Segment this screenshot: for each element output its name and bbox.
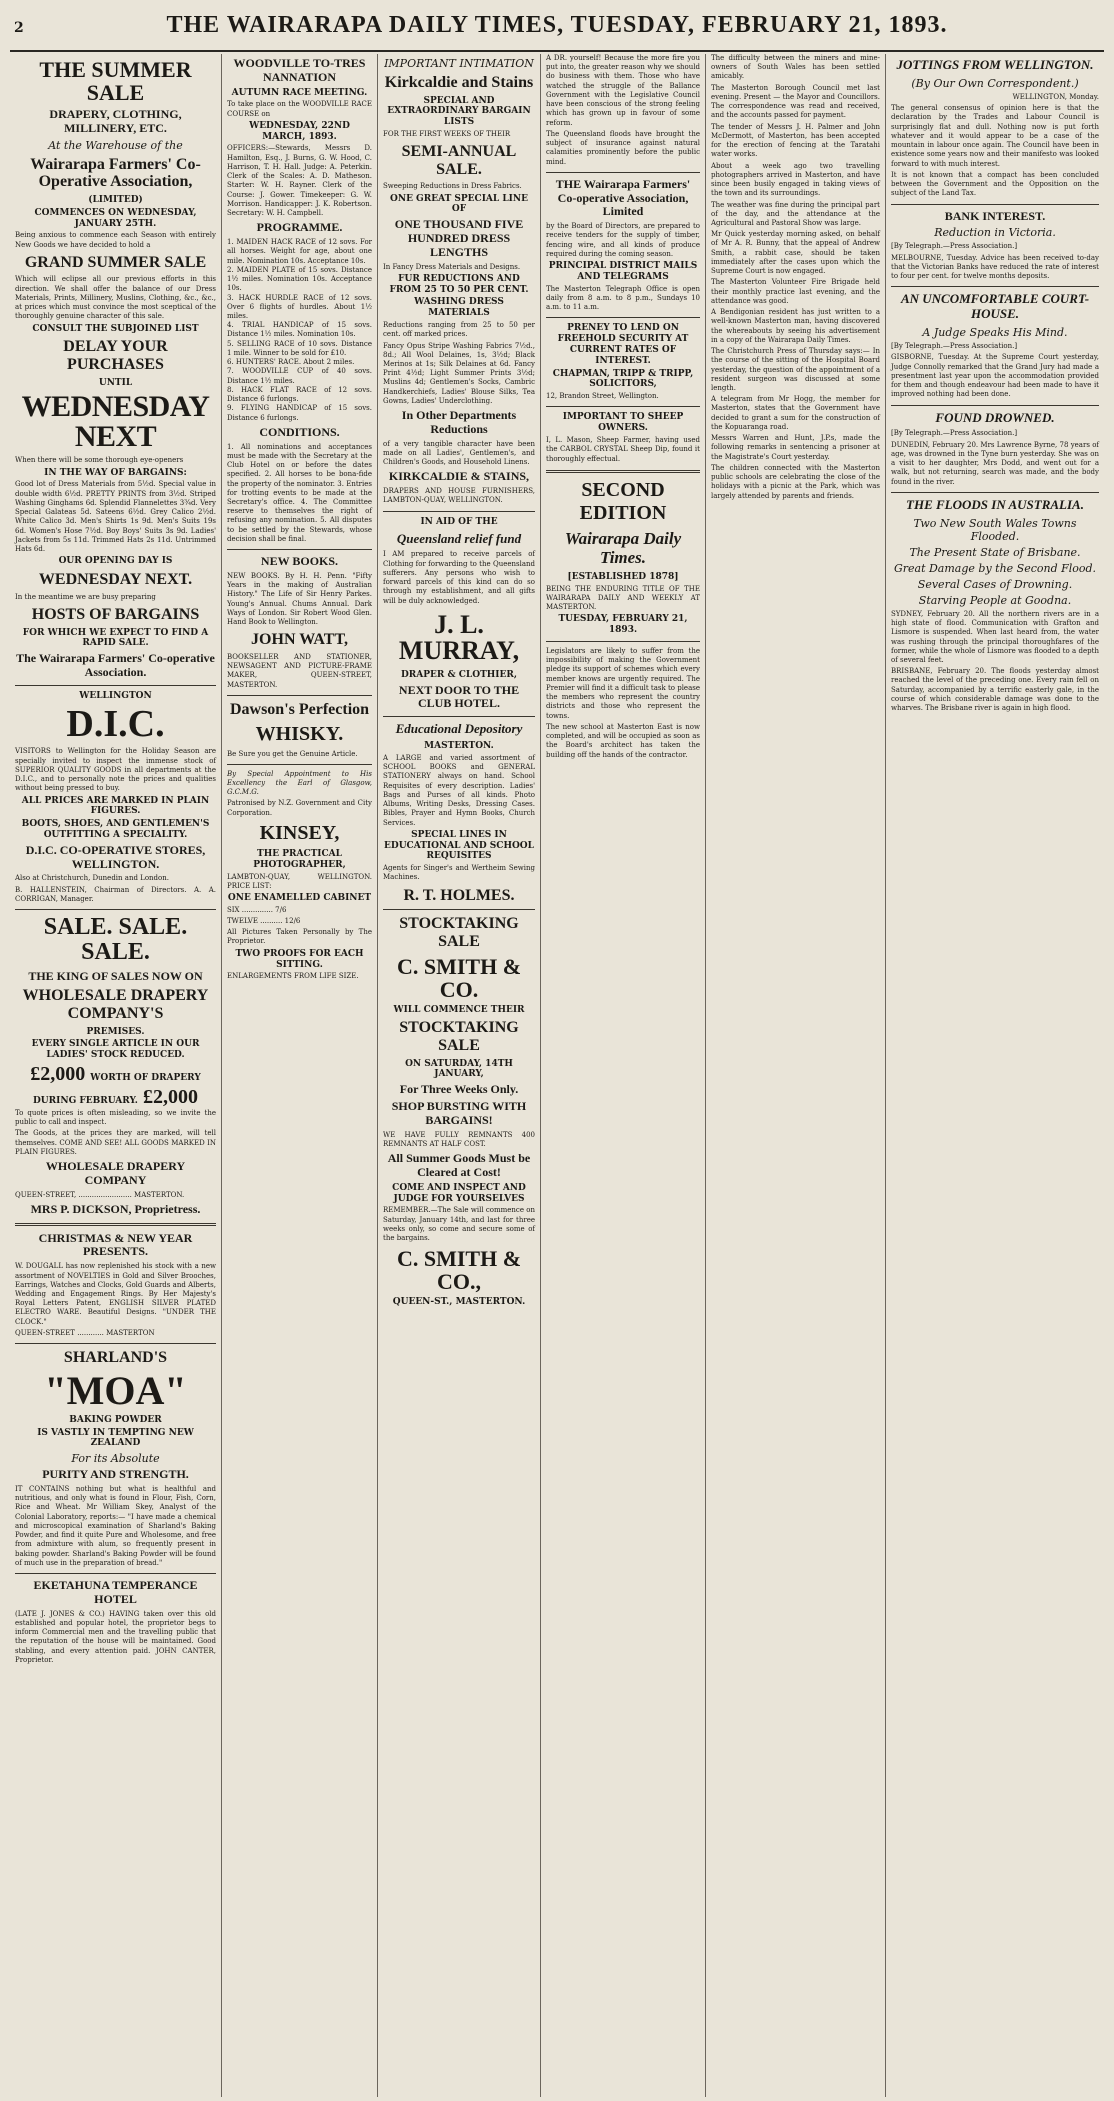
- amount-left: £2,000: [30, 1062, 86, 1085]
- ad-headline: NEW BOOKS.: [260, 554, 339, 569]
- article-subtitle: Starving People at Goodna.: [918, 593, 1072, 607]
- ad-headline: WHISKY.: [255, 722, 344, 745]
- article-title: JOTTINGS FROM WELLINGTON.: [896, 57, 1094, 72]
- divider: [383, 511, 535, 512]
- news-paragraph: The Christchurch Press of Thursday says:— In the course of the sitting of the Hospital Board yesterday, the question of the appointment of a resident surgeon was discussed at some length.: [711, 347, 880, 392]
- notice-headline: IMPORTANT TO SHEEP OWNERS.: [562, 412, 684, 434]
- kinsey-ad: [227, 770, 372, 982]
- column-2: [222, 54, 378, 2097]
- divider: [15, 1223, 216, 1226]
- ad-headline: EKETAHUNA TEMPERANCE HOTEL: [33, 1578, 198, 1606]
- ad-subhead: SHOP BURSTING WITH BARGAINS!: [391, 1099, 527, 1127]
- ad-text: WELLINGTON: [79, 690, 152, 701]
- ad-body: When there will be some thorough eye-openers: [15, 456, 184, 465]
- ad-body: of a very tangible character have been made on all Ladies', Gentlemen's, and Children's Goods, and Household Linens.: [383, 439, 535, 467]
- ad-body: ENLARGEMENTS FROM LIFE SIZE.: [227, 972, 359, 981]
- motto: BEING THE ENDURING TITLE OF THE WAIRARAPA DAILY AND WEEKLY AT MASTERTON.: [546, 584, 700, 612]
- ad-headline: WEDNESDAY NEXT: [21, 390, 210, 454]
- page-number: 2: [14, 20, 24, 36]
- ad-text: AUTUMN RACE MEETING.: [231, 87, 368, 98]
- news-paragraph: The Masterton Volunteer Fire Brigade held their monthly practice last evening, and the attendance was good.: [711, 278, 880, 305]
- divider: [891, 492, 1099, 493]
- news-paragraph: The difficulty between the miners and mine-owners of South Wales has been settled amicably.: [711, 54, 880, 81]
- ad-text: MASTERTON.: [424, 741, 494, 752]
- ad-headline: WEDNESDAY NEXT.: [38, 571, 193, 589]
- ad-body: A LARGE and varied assortment of SCHOOL BOOKS and GENERAL STATIONERY always on hand. School Requisites of every description. Ladies' Bags and Purses of all kinds. Photo Albums, Writing Desks, Dressing Cases. Bibles, Prayer and Hymn Books, Church Services.: [383, 753, 535, 827]
- ad-headline: "MOA": [44, 1367, 187, 1413]
- news-paragraph: Mr Quick yesterday morning asked, on behalf of Mr A. R. Bunny, that the appeal of Andrew Smith, a rabbit case, should be taken immediately after the cases upon which the Supreme Court is now engaged.: [711, 230, 880, 276]
- divider: [15, 1343, 216, 1344]
- ad-text: CONSULT THE SUBJOINED LIST: [32, 323, 199, 334]
- ad-body: Patronised by N.Z. Government and City Corporation.: [227, 799, 372, 817]
- ad-text: COME AND INSPECT AND JUDGE FOR YOURSELVES: [392, 1182, 526, 1204]
- column-4: [541, 54, 706, 2097]
- article-subtitle: Reduction in Victoria.: [934, 226, 1056, 240]
- ad-body: WE HAVE FULLY REMNANTS 400 REMNANTS AT HALF COST.: [383, 1130, 535, 1148]
- ad-body: I AM prepared to receive parcels of Clothing for forwarding to the Queensland sufferers. Any persons who wish to forward parcels of this kind can do so through my establishment, and all gifts will be duly acknowledged.: [383, 550, 535, 605]
- columns: [10, 54, 1104, 2097]
- ad-body: DRAPERS AND HOUSE FURNISHERS, LAMBTON-QUAY, WELLINGTON.: [383, 487, 535, 505]
- divider: [546, 317, 700, 318]
- article-byline: (By Our Own Correspondent.): [911, 76, 1079, 90]
- ad-headline: SHARLAND'S: [63, 1349, 168, 1367]
- divider: [891, 204, 1099, 205]
- ad-headline: CHRISTMAS & NEW YEAR PRESENTS.: [38, 1230, 193, 1259]
- ad-subhead: PROGRAMME.: [256, 220, 343, 235]
- column-5: [706, 54, 886, 2097]
- notice-body: I, L. Mason, Sheep Farmer, having used the CARBOL CRYSTAL Sheep Dip, found it thoroughly effectual.: [546, 436, 700, 463]
- article-title: FOUND DROWNED.: [935, 409, 1055, 425]
- ad-text: QUEEN-ST., MASTERTON.: [392, 1297, 526, 1308]
- article-subtitle: The Present State of Brisbane.: [909, 545, 1081, 559]
- article-header: [891, 210, 1099, 252]
- ad-body: 1. MAIDEN HACK RACE of 12 sovs. For all horses. Weight for age, about one mile. Nomination 10s. Acceptance 10s. 2. MAIDEN PLATE of 15 sovs. Distance 1½ miles. Nomination 10s. Acceptance 10s. 3. HACK HURDLE RACE of 12 sovs. Over 6 flights of hurdles. About 1½ miles. 4. TRIAL HANDICAP of 15 sovs. Distance 1½ miles. Nomination 10s. 5. SELLING RACE of 10 sovs. Distance 1 mile. Winner to be sold for £10. 6. HUNTERS' RACE. About 2 miles. 7. WOODVILLE CUP of 40 sovs. Distance 1½ miles. 8. HACK FLAT RACE of 12 sovs. Distance 6 furlongs. 9. FLYING HANDICAP of 15 sovs. Distance 6 furlongs.: [227, 238, 372, 422]
- notice-headline: THE Wairarapa Farmers' Co-operative Association, Limited: [555, 176, 691, 219]
- summer-sale-ad: [15, 58, 216, 680]
- article-title: BANK INTEREST.: [944, 208, 1046, 223]
- ad-body: IT CONTAINS nothing but what is healthful and nutritious, and only what is found in Flour, Fish, Corn, Rice and Wheat. Mr William Skey, Analyst of the Colonial Laboratory, reports:— "I have made a chemical and microscopical examination of Sharland's Baking Powder, and find it quite Pure and Wholesome, and free from admixture with alum, so frequently present in baking powder. Sharland's Baking Powder will be found of much use in the preparation of bread.": [15, 1484, 216, 1567]
- ad-body: W. DOUGALL has now replenished his stock with a new assortment of NOVELTIES in Gold and Silver Brooches, Earrings, Watches and Clocks, Gold Guards and Alberts, Wedding and Engagement Rings. By Her Majesty's Royal Letters Patent, ENGLISH SILVER PLATED ELECTRO WARE. Beautiful Designs. "UNDER THE CLOCK.": [15, 1262, 216, 1326]
- notice: [546, 323, 700, 401]
- ad-headline: Educational Depository: [395, 721, 523, 737]
- ad-headline: Wairarapa Farmers' Co-Operative Association,: [30, 155, 201, 191]
- sharland-ad: [15, 1349, 216, 1568]
- ad-body: Which will eclipse all our previous efforts in this direction. We shall offer the balance of our Dress Materials, Prints, Millinery, Muslins, Clothing, &c., &c., at prices which must convince the most sceptical of the thoroughly genuine character of this sale.: [15, 275, 216, 321]
- article-byline: [By Telegraph.—Press Association.]: [891, 242, 1018, 251]
- ad-text: FOR WHICH WE EXPECT TO FIND A RAPID SALE.: [22, 627, 209, 649]
- ad-headline: Kirkcaldie and Stains: [384, 74, 534, 91]
- divider: [383, 716, 535, 717]
- ad-subhead: D.I.C. CO-OPERATIVE STORES, WELLINGTON.: [25, 842, 206, 871]
- divider: [546, 470, 700, 473]
- ad-signature: C. SMITH & CO.,: [396, 1246, 522, 1295]
- ad-text: WEDNESDAY, 22ND MARCH, 1893.: [249, 120, 350, 142]
- ad-body: BOOKSELLER AND STATIONER, NEWSAGENT AND PICTURE-FRAME MAKER, QUEEN-STREET, MASTERTON.: [227, 652, 372, 689]
- ad-body: To quote prices is often misleading, so we invite the public to call and inspect.: [15, 1108, 216, 1127]
- ad-body: VISITORS to Wellington for the Holiday Season are specially invited to inspect the immense stock of SUPERIOR QUALITY GOODS in all departments at the D.I.C., and to personally note the prices and qualities without being pressed to buy.: [15, 747, 216, 793]
- article-paragraph: It is not known that a compact has been concluded between the Government and the Opposition on the subject of the Land Tax.: [891, 170, 1099, 198]
- whisky-ad: [227, 701, 372, 759]
- ad-text: BAKING POWDER: [69, 1414, 162, 1425]
- ad-text: EVERY SINGLE ARTICLE IN OUR LADIES' STOCK REDUCED.: [31, 1039, 200, 1061]
- ad-body: B. HALLENSTEIN, Chairman of Directors. A. A. CORRIGAN, Manager.: [15, 885, 216, 903]
- notice: [546, 178, 700, 313]
- column-6: [886, 54, 1104, 2097]
- ad-body: Reductions ranging from 25 to 50 per cent. off marked prices.: [383, 321, 535, 339]
- ad-text: ONE GREAT SPECIAL LINE OF: [390, 193, 528, 215]
- ad-text: ALL PRICES ARE MARKED IN PLAIN FIGURES.: [21, 795, 210, 817]
- ad-body: QUEEN-STREET, ........................ MASTERTON.: [15, 1190, 185, 1199]
- ad-headline: SEMI-ANNUAL SALE.: [401, 143, 517, 178]
- ad-text: SPECIAL AND EXTRAORDINARY BARGAIN LISTS: [387, 95, 531, 128]
- divider: [15, 1573, 216, 1574]
- dateline: WELLINGTON, Monday.: [1012, 92, 1099, 101]
- ad-text: ONE ENAMELLED CABINET: [227, 892, 372, 903]
- ad-text: TWO PROOFS FOR EACH SITTING.: [235, 948, 364, 970]
- article-subtitle: Several Cases of Drowning.: [917, 577, 1073, 591]
- article-paragraph: MELBOURNE, Tuesday. Advice has been received to-day that the Victorian Banks have reduced the rate of interest to four per cent. for twelve months deposits.: [891, 253, 1099, 281]
- edition-label: SECOND EDITION: [579, 478, 667, 524]
- divider: [546, 406, 700, 407]
- ad-headline: DELAY YOUR PURCHASES: [63, 338, 168, 373]
- divider: [227, 549, 372, 550]
- amount-middle: WORTH OF DRAPERY DURING FEBRUARY.: [33, 1072, 201, 1106]
- race-meeting-ad: [227, 57, 372, 544]
- dougall-ad: [15, 1232, 216, 1338]
- ad-body: In the meantime we are busy preparing: [15, 592, 156, 601]
- ad-body: To take place on the WOODVILLE RACE COURSE on: [227, 100, 372, 118]
- news-paragraph: The weather was fine during the principal part of the day, and the attendance at the Agricultural and Pastoral Show was large.: [711, 200, 880, 227]
- ad-body: REMEMBER.—The Sale will commence on Saturday, January 14th, and last for three weeks only, so come and secure some of the bargains.: [383, 1206, 535, 1243]
- page-title: THE WAIRARAPA DAILY TIMES, TUESDAY, FEBRUARY 21, 1893.: [166, 12, 948, 38]
- ad-body: Being anxious to commence each Season with entirely New Goods we have decided to hold a: [15, 231, 216, 249]
- ad-text: COMMENCES ON WEDNESDAY, JANUARY 25TH.: [34, 207, 197, 229]
- ad-body: Also at Christchurch, Dunedin and London.: [15, 874, 169, 883]
- column-1: [10, 54, 222, 2097]
- ad-body: SIX .............. 7/6: [227, 905, 287, 914]
- csmith-ad: [383, 915, 535, 1308]
- divider: [383, 909, 535, 910]
- notice-body: 12, Brandon Street, Wellington.: [546, 392, 659, 401]
- ad-headline: HOSTS OF BARGAINS: [31, 605, 200, 623]
- ad-body: All Pictures Taken Personally by The Proprietor.: [227, 928, 372, 946]
- news-paragraph: A DR. yourself! Because the more fire you put into, the greater reason why we should do business with them. Those who have watched the struggle of the Ballance Government with the Legislative Council have been conscious of the strong feeling which has grown up in favour of some reform.: [546, 54, 700, 127]
- ad-body: Fancy Opus Stripe Washing Fabrics 7½d., 8d.; All Wool Delaines, 1s, 3½d; Black Merinos at 1s; Silk Delaines at 6d. Fancy Print 4½d; Light Summer Prints 3½d; Muslins 4d; Gentlemen's Socks, Cambric Handkerchiefs, Ladies' Blouse Silks, Tea Gowns, Ladies' Underclothing.: [383, 341, 535, 405]
- ad-body: Be Sure you get the Genuine Article.: [227, 749, 358, 758]
- ad-body: QUEEN-STREET ............ MASTERTON: [15, 1328, 155, 1337]
- editorial-paragraph: The new school at Masterton East is now completed, and will be occupied as soon as the Board's architect has taken the building off the hands of the contractor.: [546, 722, 700, 759]
- column-3: [378, 54, 541, 2097]
- ad-text: ON SATURDAY, 14TH JANUARY,: [405, 1058, 513, 1080]
- ad-body: In Fancy Dress Materials and Designs.: [383, 262, 521, 271]
- second-edition-masthead: [546, 479, 700, 636]
- article-paragraph: The general consensus of opinion here is that the declaration by the Trades and Labour Council is surprisingly flat and dull. Nothing now is put forth whatever and it would appear to be a case of the mountain in labour once again. The Council have been in existence some years now and their manifesto was looked forward to with much interest.: [891, 104, 1099, 168]
- ad-body: By Special Appointment to His Excellency the Earl of Glasgow, G.C.M.G.: [227, 769, 372, 797]
- ad-text: For its Absolute: [71, 1452, 160, 1466]
- ad-text: BOOTS, SHOES, AND GENTLEMEN'S OUTFITTING A SPECIALITY.: [21, 819, 210, 841]
- notice-headline: PRENEY TO LEND ON FREEHOLD SECURITY AT CURRENT RATES OF INTEREST.: [557, 323, 689, 366]
- notice-body: by the Board of Directors, are prepared to receive tenders for the supply of timber, fencing wire, and all kinds of produce required during the coming season.: [546, 222, 700, 258]
- ad-headline: THE SUMMER SALE: [39, 57, 192, 106]
- ad-text: FUR REDUCTIONS AND FROM 25 TO 50 PER CENT.: [389, 273, 529, 295]
- ad-signature: KIRKCALDIE & STAINS,: [388, 469, 530, 484]
- ad-text: DRAPER & CLOTHIER,: [401, 669, 517, 680]
- news-paragraph: The children connected with the Masterton public schools are celebrating the close of the holidays with a picnic at the Park, which was largely attended by parents and friends.: [711, 463, 880, 500]
- divider: [546, 641, 700, 642]
- dic-ad: [15, 691, 216, 904]
- ad-text: THE PRACTICAL PHOTOGRAPHER,: [253, 848, 346, 870]
- article-paragraph: DUNEDIN, February 20. Mrs Lawrence Byrne, 78 years of age, was drowned in the Tyne burn yesterday. She was on a visit to her daughter, Mrs Dodd, and went out for a walk, but not returning, search was made, and the body found in the river.: [891, 440, 1099, 486]
- notice: [546, 412, 700, 463]
- news-paragraph: The Masterton Borough Council met last evening. Present — the Mayor and Councillors. The correspondence was read and received, and the accounts passed for payment.: [711, 83, 880, 120]
- ad-body: Agents for Singer's and Wertheim Sewing Machines.: [383, 864, 535, 882]
- ad-body: Good lot of Dress Materials from 5½d. Special value in double width 6½d. PRETTY PRINTS from 3½d. Striped Washing Ginghams 6d. Splendid Flannelettes 3¾d. Very Special Galateas 5d. Sateens 6½d. Grey Calico 2½d. White Calico 3d. Men's Shirts 1s 9d. Men's Suits 19s 6d. Women's Hose 7½d. Boy Boys' Suits 3s 9d. Ladies' Jackets from 5s 11d. Trimmed Hats 2s 11d. Untrimmed Hats 6d.: [15, 480, 216, 554]
- ad-text: IMPORTANT INTIMATION: [384, 57, 534, 70]
- ad-text: WASHING DRESS MATERIALS: [414, 297, 504, 319]
- ad-subhead: CONDITIONS.: [259, 424, 340, 439]
- ad-subhead: THE KING OF SALES NOW ON: [28, 968, 203, 983]
- article-subtitle: Great Damage by the Second Flood.: [893, 561, 1097, 575]
- ad-text: UNTIL: [98, 377, 133, 388]
- ad-subhead: For Three Weeks Only.: [399, 1082, 519, 1097]
- divider: [15, 909, 216, 910]
- news-paragraph: A Bendigonian resident has just written to a well-known Masterton man, having discovered the whereabouts by seeing his advertisement in a copy of the Wairarapa Daily Times.: [711, 308, 880, 344]
- ad-subhead: ONE THOUSAND FIVE HUNDRED DRESS LENGTHS: [394, 217, 524, 259]
- notice-body: The Masterton Telegraph Office is open daily from 8 a.m. to 8 p.m., Sundays 10 a.m. to 11 a.m.: [546, 284, 700, 312]
- ad-body: 1. All nominations and acceptances must be made with the Secretary at the Club Hotel on or before the dates specified. 2. All horses to be bona-fide the property of the nominator. 3. Entries for trotting events to be made at the Secretary's office. 4. The Committee reserve to themselves the right of refusing any nomination. 5. All disputes to be settled by the Stewards, whose decision shall be final.: [227, 442, 372, 543]
- amount-row: [15, 1063, 216, 1109]
- article-byline: [By Telegraph.—Press Association.]: [891, 429, 1018, 438]
- ad-text: IN AID OF THE: [420, 516, 498, 527]
- ad-headline: Dawson's Perfection: [229, 700, 370, 718]
- article-byline: [By Telegraph.—Press Association.]: [891, 342, 1018, 351]
- ad-headline: STOCKTAKING SALE: [399, 915, 519, 950]
- divider: [546, 172, 700, 173]
- divider: [891, 405, 1099, 406]
- established: [ESTABLISHED 1878]: [567, 571, 679, 582]
- ad-headline: C. SMITH & CO.: [396, 953, 522, 1002]
- wholesale-drapery-ad: [15, 915, 216, 1217]
- kirkcaldie-ad: [383, 57, 535, 506]
- eketahuna-hotel-ad: [15, 1579, 216, 1665]
- news-paragraph: The tender of Messrs J. H. Palmer and John McDermott, of Masterton, has been accepted for the erection of fencing at the Taratahi water works.: [711, 122, 880, 159]
- ad-headline: WOODVILLE TO-TRES NANNATION: [233, 56, 366, 84]
- news-paragraph: A telegram from Mr Hogg, the member for Masterton, states that the Government have decided to grant a sum for the construction of the Kopuaranga road.: [711, 395, 880, 431]
- ad-text: IS VASTLY IN TEMPTING NEW ZEALAND: [37, 1427, 194, 1449]
- ad-headline: KINSEY,: [259, 821, 340, 844]
- article-subtitle: Two New South Wales Towns Flooded.: [913, 516, 1077, 543]
- ad-signature: The Wairarapa Farmers' Co-operative Association.: [16, 651, 215, 679]
- article-header: [891, 411, 1099, 439]
- masthead: [10, 8, 1104, 52]
- ad-subhead: WHOLESALE DRAPERY COMPANY: [45, 1159, 186, 1187]
- notice-headline: PRINCIPAL DISTRICT MAILS AND TELEGRAMS: [548, 261, 698, 282]
- divider: [227, 764, 372, 765]
- article-paragraph: GISBORNE, Tuesday. At the Supreme Court yesterday, Judge Connolly remarked that the Grand Jury had made a presentment last year upon the accommodation provided for them and though endeavour had been made to have it improved nothing had been done.: [891, 353, 1099, 399]
- divider: [227, 695, 372, 696]
- article-title: AN UNCOMFORTABLE COURT-HOUSE.: [900, 291, 1090, 322]
- article-paragraph: SYDNEY, February 20. All the northern rivers are in a high state of flood. Communication with Grafton and Lismore is suspended. When last heard from, the water was rushing through the principal thoroughfares of the former, while the whole of Lismore was flooded to a depth of several feet.: [891, 609, 1099, 664]
- ad-text: At the Warehouse of the: [48, 138, 183, 152]
- relief-fund-ad: [383, 517, 535, 712]
- article-header: [891, 498, 1099, 607]
- ad-text: WILL COMMENCE THEIR: [393, 1004, 525, 1015]
- ad-subhead: DRAPERY, CLOTHING, MILLINERY, ETC.: [49, 107, 182, 135]
- editorial-paragraph: Legislators are likely to suffer from the impossibility of making the Government pledge its support of schemes which every member knows are urgently required. The Premier will find it a difficult task to please the members who represent the country districts and those who represent the towns.: [546, 646, 700, 720]
- ad-signature: R. T. HOLMES.: [403, 886, 515, 904]
- news-paragraph: About a week ago two travelling photographers arrived in Masterton, and have since been busily engaged in taking views of the town and its surroundings.: [711, 161, 880, 198]
- ad-headline: STOCKTAKING SALE: [399, 1019, 519, 1055]
- ad-body: Sweeping Reductions in Dress Fabrics.: [383, 182, 522, 191]
- ad-body: OFFICERS:—Stewards, Messrs D. Hamilton, Esq., J. Burns, G. W. Hood, C. Harrison, T. H. Hall. Judge: A. Peterkin. Clerk of the Scales: A. D. Matheson. Starter: W. H. Rayner. Clerk of the Course: J. Gower. Timekeeper: G. W. Morrison. Handicapper: J. K. Robertson. Secretary: W. H. Campbell.: [227, 144, 372, 218]
- article-paragraph: BRISBANE, February 20. The floods yesterday almost reached the level of the preceding one. Every rain fell on Saturday, accompanied by a terrific easterly gale, in the course of which considerable damage was done to the wharves. The Brisbane river is again in high flood.: [891, 667, 1099, 713]
- ad-headline: GRAND SUMMER SALE: [24, 253, 207, 271]
- notice-headline: CHAPMAN, TRIPP & TRIPP, SOLICITORS,: [552, 368, 694, 390]
- article-header: [891, 292, 1099, 351]
- news-paragraph: The Queensland floods have brought the subject of insurance against natural calamities prominently before the public mind.: [546, 129, 700, 166]
- ad-subhead: NEXT DOOR TO THE CLUB HOTEL.: [398, 682, 520, 711]
- divider: [891, 286, 1099, 287]
- ad-text: PREMISES.: [86, 1026, 145, 1037]
- ad-text: (LIMITED): [88, 194, 143, 205]
- ad-text: IN THE WAY OF BARGAINS:: [44, 467, 187, 478]
- ad-text: OUR OPENING DAY IS: [58, 556, 173, 567]
- article-subtitle: A Judge Speaks His Mind.: [922, 326, 1068, 340]
- ad-subhead: All Summer Goods Must be Cleared at Cost!: [387, 1151, 531, 1179]
- news-paragraph: Messrs Warren and Hunt, J.P.s, made the following remarks in sentencing a prisoner at the Magistrate's Court yesterday.: [711, 434, 880, 461]
- ad-text: SPECIAL LINES IN EDUCATIONAL AND SCHOOL REQUISITES: [384, 829, 534, 862]
- ad-body: LAMBTON-QUAY, WELLINGTON. PRICE LIST:: [227, 872, 372, 890]
- divider: [15, 685, 216, 686]
- ad-headline: WHOLESALE DRAPERY COMPANY'S: [22, 987, 209, 1022]
- ad-signature: MRS P. DICKSON, Proprietress.: [30, 1201, 201, 1216]
- ad-body: NEW BOOKS. By H. H. Penn. "Fifty Years in the making of Australian History." The Life of Sir Henry Parkes. Young's Annual. Chums Annual. Dark Ways of London. Sir Robert Wood Glen. Hand Book to Wellington.: [227, 571, 372, 627]
- new-books-ad: [227, 555, 372, 690]
- ad-headline: Queensland relief fund: [396, 530, 522, 546]
- ad-headline: JOHN WATT,: [251, 631, 348, 649]
- ad-body: FOR THE FIRST WEEKS OF THEIR: [383, 129, 511, 138]
- article-header: [891, 58, 1099, 90]
- paper-title: Wairarapa Daily Times.: [564, 528, 682, 568]
- ad-headline: J. L. MURRAY,: [398, 609, 520, 665]
- ad-headline: D.I.C.: [66, 703, 165, 746]
- ad-headline: SALE. SALE. SALE.: [43, 914, 188, 966]
- amount-right: £2,000: [142, 1085, 198, 1108]
- issue-date: TUESDAY, FEBRUARY 21, 1893.: [558, 614, 688, 636]
- ad-body: TWELVE .......... 12/6: [227, 917, 301, 926]
- article-title: THE FLOODS IN AUSTRALIA.: [906, 496, 1084, 512]
- ad-subhead: PURITY AND STRENGTH.: [42, 1467, 189, 1482]
- ad-body: (LATE J. JONES & CO.) HAVING taken over this old established and popular hotel, the proprietor begs to inform Commercial men and the travelling public that the reputation of the house will be maintained. Good stabling, and every attention paid. JOHN CANTER, Proprietor.: [15, 1609, 216, 1664]
- educational-depository-ad: [383, 722, 535, 904]
- ad-body: The Goods, at the prices they are marked, will tell themselves. COME AND SEE! ALL GOODS MARKED IN PLAIN FIGURES.: [15, 1129, 216, 1156]
- ad-subhead: In Other Departments Reductions: [401, 408, 517, 436]
